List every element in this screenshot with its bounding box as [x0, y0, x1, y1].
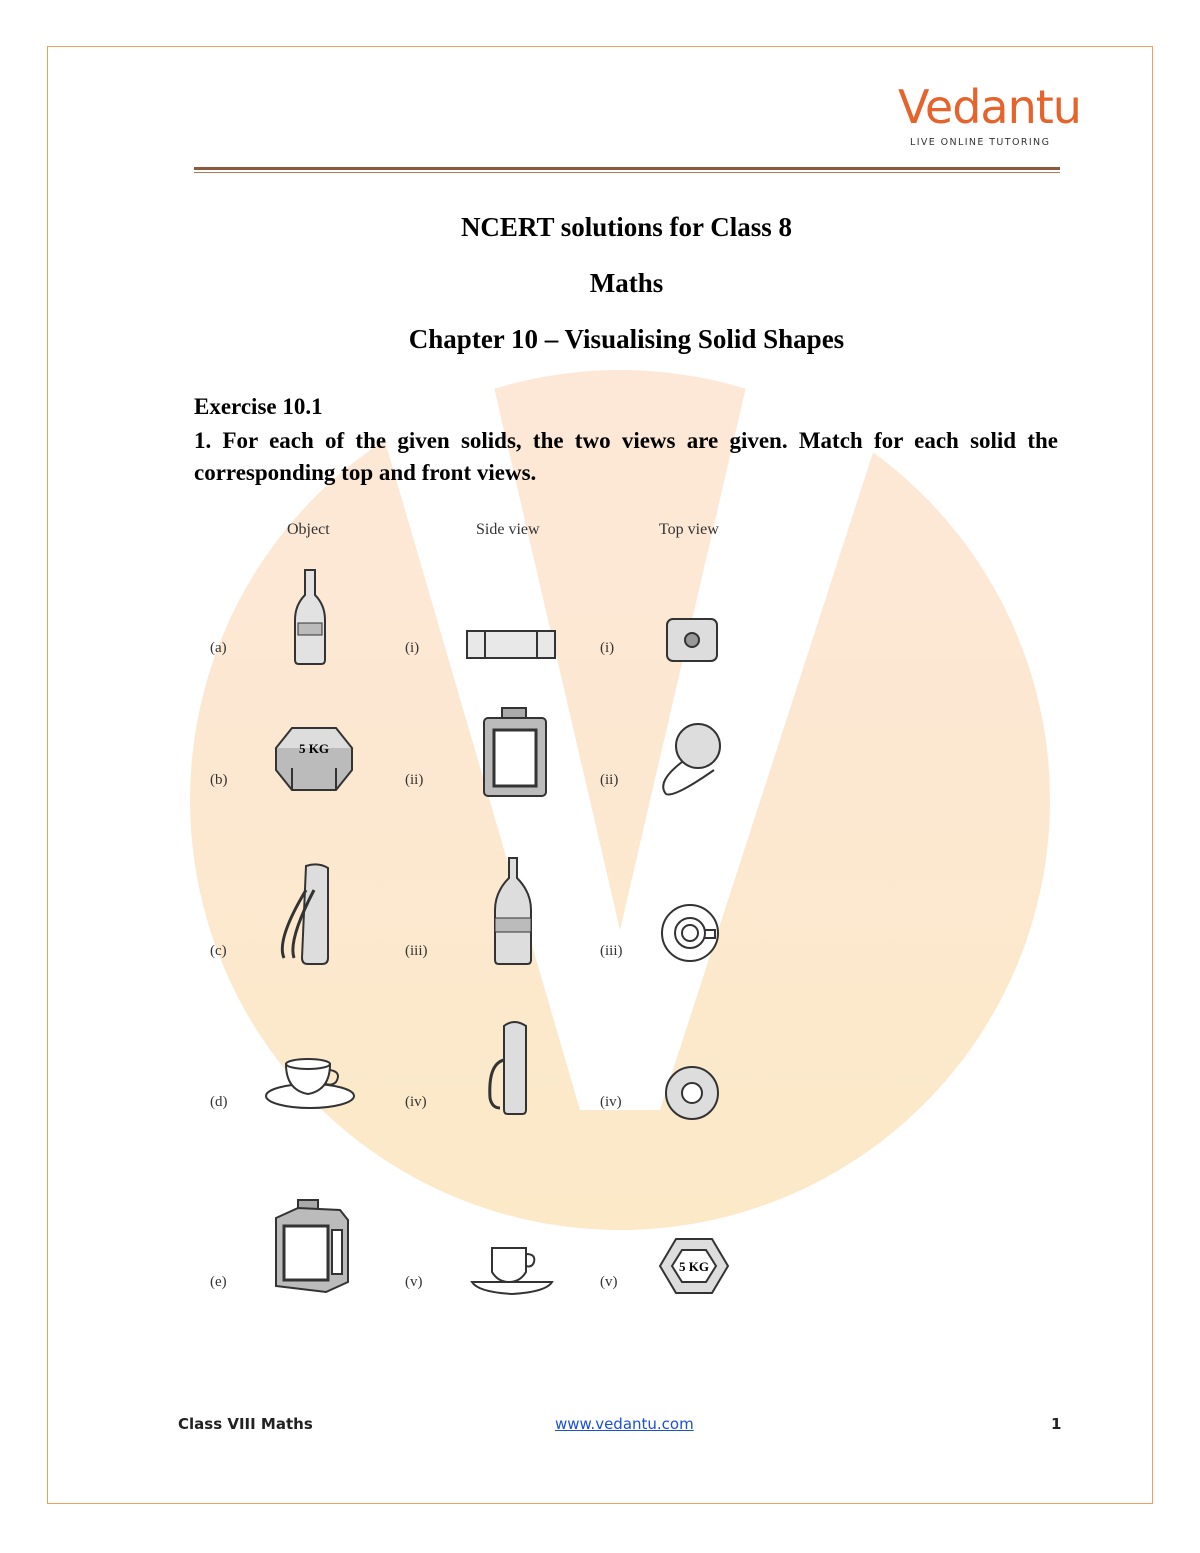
- weight-icon: [272, 724, 356, 796]
- side-label: (iii): [405, 943, 428, 959]
- page-number: 1: [1051, 1415, 1062, 1433]
- exercise-label: Exercise 10.1: [194, 394, 323, 419]
- object-label: (b): [210, 772, 228, 788]
- top-label: (ii): [600, 772, 619, 788]
- side-label: (ii): [405, 772, 424, 788]
- footer-class-label: Class VIII Maths: [178, 1415, 313, 1433]
- doc-subject: Maths: [589, 268, 664, 298]
- object-label: (e): [210, 1274, 227, 1290]
- top-label: (iii): [600, 943, 623, 959]
- column-side-view: Side view: [476, 521, 540, 538]
- side-label: (iv): [405, 1094, 427, 1110]
- question-text: 1. For each of the given solids, the two views are given. Match for each solid the corresponding top and front views.: [194, 428, 1058, 485]
- top-label: (i): [600, 640, 615, 656]
- object-label: (c): [210, 943, 227, 959]
- side-label: (v): [405, 1274, 423, 1290]
- flat-box-side-icon: [465, 628, 559, 662]
- flask-with-strap-icon: [276, 860, 346, 970]
- tin-container-icon: [268, 1196, 354, 1296]
- cup-top-icon: [658, 902, 726, 964]
- object-label: (a): [210, 640, 227, 656]
- object-label: (d): [210, 1094, 228, 1110]
- logo-tagline: LIVE ONLINE TUTORING: [910, 137, 1051, 148]
- weight-top-icon: [658, 1236, 730, 1296]
- logo-word: Vedantu: [898, 80, 1081, 134]
- bottle-side-icon: [490, 854, 536, 966]
- doc-chapter: Chapter 10 – Visualising Solid Shapes: [408, 324, 845, 354]
- column-object: Object: [287, 521, 330, 538]
- top-label: (iv): [600, 1094, 622, 1110]
- square-with-dot-top-icon: [664, 615, 720, 665]
- weight-text: 5 KG: [299, 741, 329, 756]
- cup-side-icon: [470, 1240, 554, 1298]
- flask-top-icon: [656, 718, 726, 800]
- doc-title: NCERT solutions for Class 8: [460, 212, 793, 242]
- weight-top-text: 5 KG: [679, 1259, 709, 1274]
- footer-website-link[interactable]: www.vedantu.com: [555, 1415, 694, 1433]
- bottle-icon: [290, 565, 330, 665]
- bottle-top-icon: [663, 1064, 721, 1122]
- header-rule-thin: [194, 172, 1060, 173]
- column-top-view: Top view: [659, 521, 719, 538]
- flask-side-icon: [484, 1018, 540, 1116]
- top-label: (v): [600, 1274, 618, 1290]
- tin-side-icon: [480, 706, 550, 798]
- vedantu-logo: [898, 80, 1081, 152]
- header-rule: [194, 167, 1060, 170]
- side-label: (i): [405, 640, 420, 656]
- cup-and-saucer-icon: [262, 1054, 358, 1114]
